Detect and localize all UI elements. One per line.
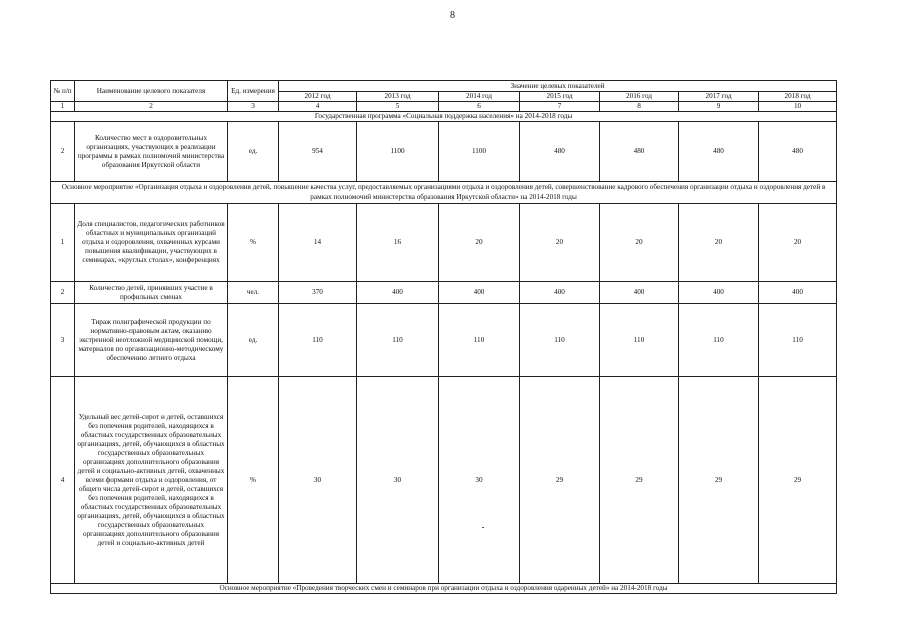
value-cell: 954	[279, 122, 357, 182]
value-cell: 1100	[439, 122, 520, 182]
unit-cell: %	[228, 204, 279, 282]
column-number: 6	[439, 102, 520, 112]
event1-title: Основное мероприятие «Организация отдыха и оздоровления детей, повышение качества услуг, предоставляемых организациями отдыха и оздоровления детей, совершенствование кадрового обеспечения организации отдыха и оздоровления детей в рамках полномочий министерства образования Иркутской области» на 2014-2018 годы	[51, 182, 837, 204]
value-cell: 400	[520, 282, 600, 304]
value-cell: 30	[439, 377, 520, 584]
unit-cell: ед.	[228, 122, 279, 182]
value-cell: 29	[759, 377, 837, 584]
indicator-row	[51, 204, 837, 282]
value-cell: 110	[357, 304, 439, 377]
value-cell: 110	[439, 304, 520, 377]
header-year: 2014 год	[439, 92, 520, 102]
indicator-row	[51, 304, 837, 377]
indicator-row	[51, 122, 837, 182]
column-number: 3	[228, 102, 279, 112]
value-cell: 110	[679, 304, 759, 377]
value-cell: 400	[679, 282, 759, 304]
value-cell: 480	[520, 122, 600, 182]
header-values-group: Значение целевых показателей	[279, 81, 837, 92]
column-number-row	[51, 102, 837, 112]
event2-title: Основное мероприятие «Проведения творческих смен и семинаров при организации отдыха и оздоровления одаренных детей» на 2014-2018 годы	[51, 584, 837, 594]
value-cell: 30	[279, 377, 357, 584]
row-number: 3	[51, 304, 75, 377]
row-number: 4	[51, 377, 75, 584]
header-unit: Ед. измерения	[228, 81, 279, 102]
indicator-row	[51, 377, 837, 584]
indicator-name: Количество детей, принявших участие в профильных сменах	[75, 282, 228, 304]
value-cell: 20	[439, 204, 520, 282]
row-number: 2	[51, 282, 75, 304]
value-cell: 400	[357, 282, 439, 304]
page-number: 8	[450, 10, 455, 21]
header-row-1	[51, 81, 837, 92]
value-cell: 110	[759, 304, 837, 377]
value-cell: 400	[759, 282, 837, 304]
event2-title-row	[51, 584, 837, 594]
value-cell: 29	[600, 377, 679, 584]
header-year: 2013 год	[357, 92, 439, 102]
indicator-name: Тираж полиграфической продукции по нормативно-правовым актам, оказанию экстренной неотложной медицинской помощи, материалов по организационно-методическому обеспечению летнего отдыха	[75, 304, 228, 377]
target-indicators-table	[50, 80, 837, 594]
column-number: 7	[520, 102, 600, 112]
program-section-row	[51, 112, 837, 122]
indicator-row	[51, 282, 837, 304]
column-number: 2	[75, 102, 228, 112]
value-cell: 29	[679, 377, 759, 584]
row-number: 2	[51, 122, 75, 182]
stray-mark	[482, 527, 484, 528]
column-number: 10	[759, 102, 837, 112]
value-cell: 110	[600, 304, 679, 377]
indicator-name: Количество мест в оздоровительных организациях, участвующих в реализации программы в рамках полномочий министерства образования Иркутской области	[75, 122, 228, 182]
value-cell: 110	[279, 304, 357, 377]
event1-title-row	[51, 182, 837, 204]
value-cell: 30	[357, 377, 439, 584]
value-cell: 20	[759, 204, 837, 282]
value-cell: 400	[600, 282, 679, 304]
value-cell: 480	[679, 122, 759, 182]
header-year: 2018 год	[759, 92, 837, 102]
indicator-name: Удельный вес детей-сирот и детей, оставшихся без попечения родителей, находящихся в областных государственных образовательных организациях, детей, обучающихся в областных государственных образовательных организациях дополнительного образования детей и социально-активных детей, охваченных всеми формами отдыха и оздоровления, от общего числа детей-сирот и детей, оставшихся без попечения родителей, находящихся в областных государственных образовательных организациях, детей, обучающихся в областных государственных образовательных организациях дополнительного образования детей и социально-активных детей	[75, 377, 228, 584]
value-cell: 480	[759, 122, 837, 182]
header-year: 2015 год	[520, 92, 600, 102]
value-cell: 20	[520, 204, 600, 282]
value-cell: 110	[520, 304, 600, 377]
unit-cell: %	[228, 377, 279, 584]
unit-cell: чел.	[228, 282, 279, 304]
value-cell: 20	[679, 204, 759, 282]
value-cell: 1100	[357, 122, 439, 182]
program-title: Государственная программа «Социальная поддержка населения» на 2014-2018 годы	[51, 112, 837, 122]
header-name: Наименование целевого показателя	[75, 81, 228, 102]
row-number: 1	[51, 204, 75, 282]
column-number: 4	[279, 102, 357, 112]
header-year: 2017 год	[679, 92, 759, 102]
header-year: 2016 год	[600, 92, 679, 102]
value-cell: 14	[279, 204, 357, 282]
indicator-name: Доля специалистов, педагогических работников областных и муниципальных организаций отдыха и оздоровления, охваченных курсами повышения квалификации, участвующих в семинарах, «круглых столах», конференциях	[75, 204, 228, 282]
column-number: 8	[600, 102, 679, 112]
value-cell: 370	[279, 282, 357, 304]
value-cell: 20	[600, 204, 679, 282]
header-year: 2012 год	[279, 92, 357, 102]
column-number: 1	[51, 102, 75, 112]
header-num: № п/п	[51, 81, 75, 102]
value-cell: 29	[520, 377, 600, 584]
value-cell: 480	[600, 122, 679, 182]
value-cell: 16	[357, 204, 439, 282]
column-number: 9	[679, 102, 759, 112]
column-number: 5	[357, 102, 439, 112]
unit-cell: ед.	[228, 304, 279, 377]
value-cell: 400	[439, 282, 520, 304]
